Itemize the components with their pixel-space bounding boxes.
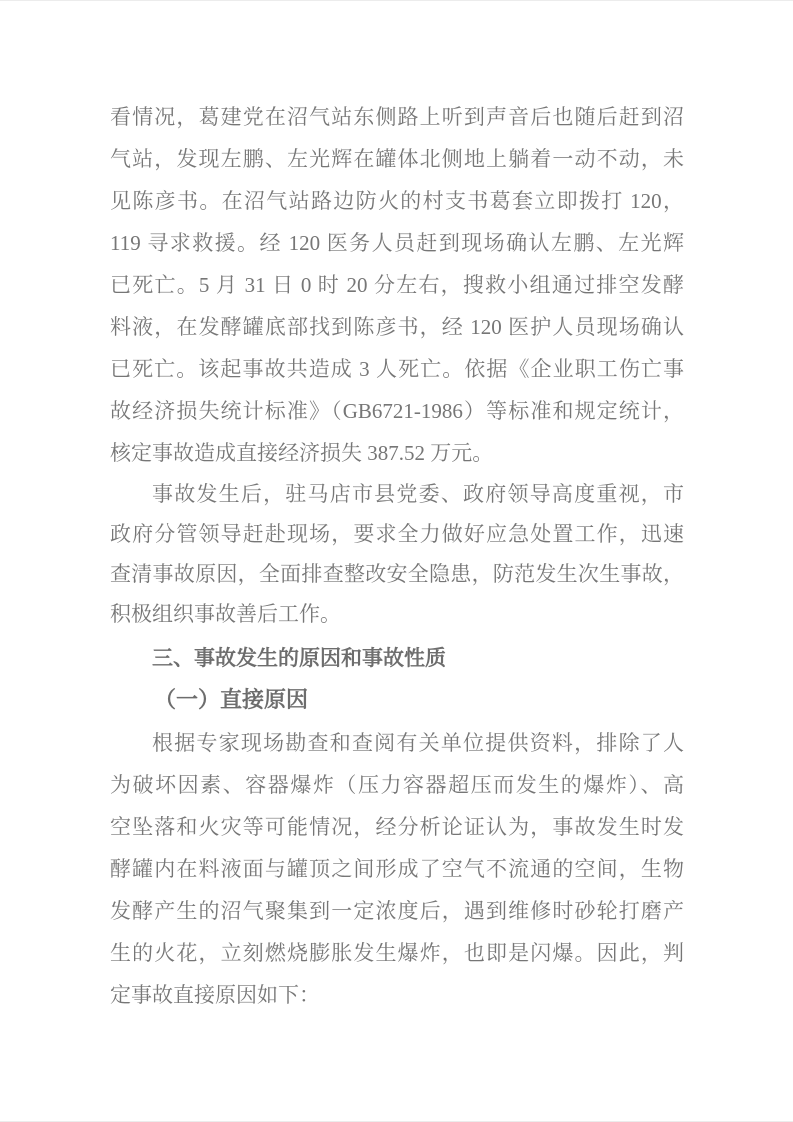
text-line: 查清事故原因，全面排查整改安全隐患，防范发生次生事故， — [110, 562, 684, 586]
text-line: 事故发生后，驻马店市县党委、政府领导高度重视，市 — [152, 482, 684, 506]
text-line: 已死亡。该起事故共造成 3 人死亡。依据《企业职工伤亡事 — [110, 357, 684, 381]
text-line: 酵罐内在料液面与罐顶之间形成了空气不流通的空间，生物 — [110, 857, 684, 881]
paragraph-government-response — [110, 474, 684, 634]
text-line: 已死亡。5 月 31 日 0 时 20 分左右，搜救小组通过排空发酵 — [110, 273, 684, 297]
text-line: 积极组织事故善后工作。 — [110, 602, 341, 626]
text-line: 料液，在发酵罐底部找到陈彦书，经 120 医护人员现场确认 — [110, 315, 684, 339]
text-line: 定事故直接原因如下： — [110, 983, 320, 1007]
text-line: 气站，发现左鹏、左光辉在罐体北侧地上躺着一动不动，未 — [110, 147, 684, 171]
text-line: 空坠落和火灾等可能情况，经分析论证认为，事故发生时发 — [110, 815, 684, 839]
text-line: 见陈彦书。在沼气站路边防火的村支书葛套立即拨打 120， — [110, 189, 684, 213]
text-line: 119 寻求救援。经 120 医务人员赶到现场确认左鹏、左光辉 — [110, 231, 684, 255]
subsection-heading-direct-cause: （一）直接原因 — [154, 687, 309, 712]
text-line: 根据专家现场勘查和查阅有关单位提供资料，排除了人 — [152, 731, 684, 755]
paragraph-rescue-and-losses — [110, 96, 684, 474]
text-line: 核定事故造成直接经济损失 387.52 万元。 — [110, 441, 494, 465]
text-line: 为破坏因素、容器爆炸（压力容器超压而发生的爆炸）、高 — [110, 773, 684, 797]
text-line: 生的火花，立刻燃烧膨胀发生爆炸，也即是闪爆。因此，判 — [110, 941, 684, 965]
text-line: 发酵产生的沼气聚集到一定浓度后，遇到维修时砂轮打磨产 — [110, 899, 684, 923]
paragraph-direct-cause — [110, 722, 684, 1016]
section-heading-causes-and-nature: 三、事故发生的原因和事故性质 — [152, 647, 446, 670]
text-line: 看情况，葛建党在沼气站东侧路上听到声音后也随后赶到沼 — [110, 105, 684, 129]
text-line: 政府分管领导赶赴现场，要求全力做好应急处置工作，迅速 — [110, 522, 684, 546]
text-line: 故经济损失统计标准》（GB6721-1986）等标准和规定统计， — [110, 399, 684, 423]
